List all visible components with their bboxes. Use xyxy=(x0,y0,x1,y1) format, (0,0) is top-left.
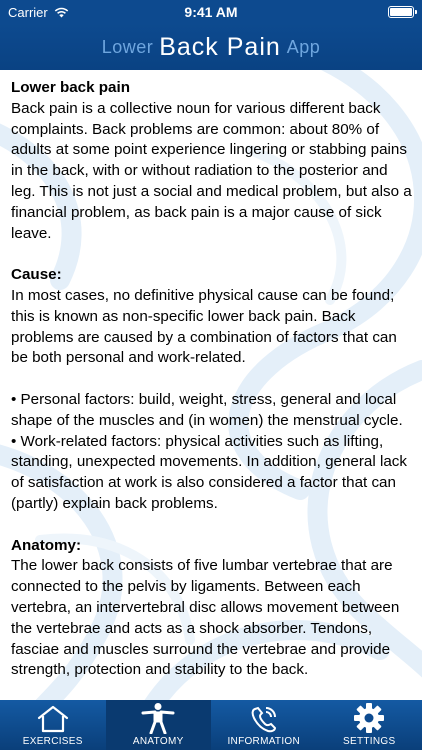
article-scroll-view[interactable] xyxy=(0,70,422,700)
tab-information[interactable] xyxy=(211,700,317,750)
tab-label: INFORMATION xyxy=(227,736,301,747)
section-paragraph: The lower back consists of five lumbar vertebrae that are connected to the pelvis by ligaments. Between each vertebra, an intervertebral disc allows movement between the vertebrae and acts as a shock absorber. Tendons, fasciae and muscles surround the vertebrae and provide strength, protection and stability to the back. xyxy=(11,557,400,679)
wifi-icon xyxy=(54,7,69,18)
article-text xyxy=(0,70,422,681)
header-prefix: Lower xyxy=(101,36,154,57)
header-suffix: App xyxy=(286,36,321,57)
status-left xyxy=(8,5,69,20)
tab-label: ANATOMY xyxy=(132,736,184,747)
status-time: 9:41 AM xyxy=(184,4,238,20)
section-paragraph: • Work-related factors: physical activities such as lifting, standing, unexpected movements. In addition, general lack of satisfaction at work is also considered a factor that can (partly) explain back problems. xyxy=(11,432,407,512)
tab-bar xyxy=(0,700,422,750)
section-paragraph: • Personal factors: build, weight, stress, general and local shape of the muscles and (in women) the menstrual cycle. xyxy=(11,390,403,429)
section-paragraph: In most cases, no definitive physical cause can be found; this is known as non-specific lower back pain. Back problems are caused by a combination of factors that can be both personal and work-related. xyxy=(11,286,397,367)
tab-anatomy[interactable] xyxy=(106,700,212,750)
carrier-label: Carrier xyxy=(8,4,48,20)
tab-settings[interactable] xyxy=(317,700,422,750)
gear-icon xyxy=(351,702,387,734)
tab-exercises[interactable] xyxy=(0,700,106,750)
tab-label: EXERCISES xyxy=(22,736,83,747)
section-heading: Anatomy: xyxy=(11,536,82,554)
section-heading: Lower back pain xyxy=(11,79,131,96)
app-header xyxy=(0,24,422,70)
tab-label: SETTINGS xyxy=(343,736,396,747)
status-bar xyxy=(0,0,422,24)
section-paragraph: Back pain is a collective noun for various different back complaints. Back problems are common: about 80% of adults at some point experience lingering or stabbing pains in the back, with or without radiation to the posterior and leg. This is not just a social and medical problem, but also a financial problem, as back pain is a major cause of sick leave. xyxy=(11,99,412,242)
phone-icon xyxy=(246,704,282,734)
header-title: Back Pain xyxy=(159,32,281,61)
battery-icon xyxy=(388,6,414,18)
person-icon xyxy=(140,702,176,734)
house-icon xyxy=(35,704,71,734)
section-heading: Cause: xyxy=(11,266,62,284)
